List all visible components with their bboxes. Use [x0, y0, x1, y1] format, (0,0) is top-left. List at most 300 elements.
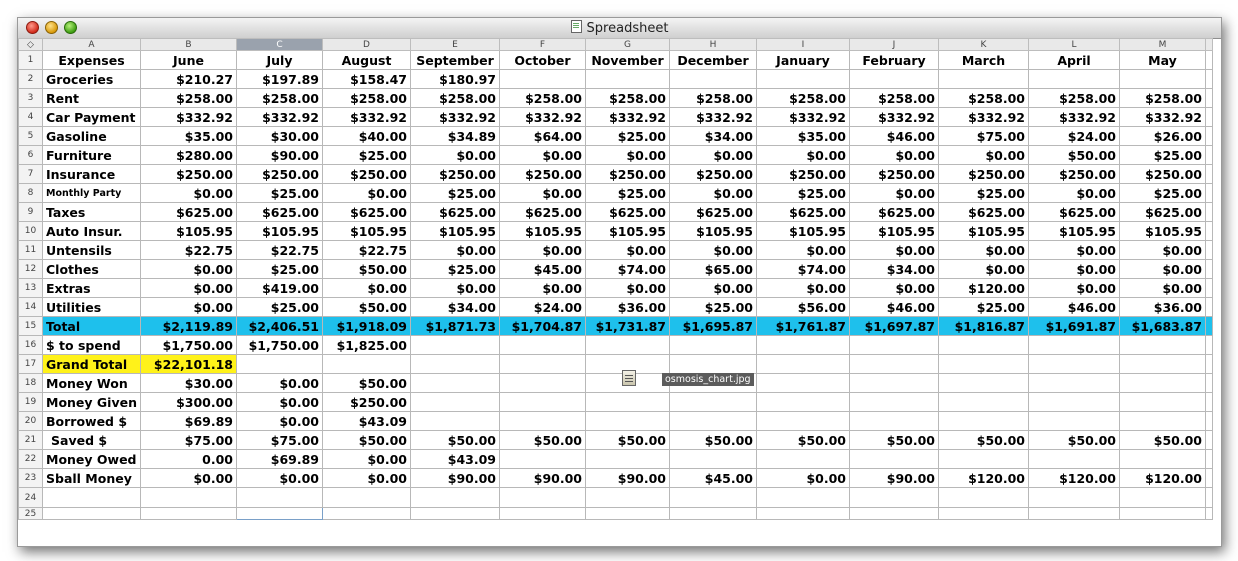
- cell-f14[interactable]: $24.00: [500, 298, 586, 317]
- cell-j22[interactable]: [850, 450, 939, 469]
- cell-l8[interactable]: $0.00: [1029, 184, 1120, 203]
- cell-m15[interactable]: $1,683.87: [1120, 317, 1206, 336]
- cell-l2[interactable]: [1029, 70, 1120, 89]
- row-header[interactable]: 20: [19, 412, 43, 431]
- cell-b2[interactable]: $210.27: [141, 70, 237, 89]
- cell-c24[interactable]: [237, 488, 323, 508]
- cell-d15[interactable]: $1,918.09: [323, 317, 411, 336]
- cell-k22[interactable]: [939, 450, 1029, 469]
- row-header[interactable]: 18: [19, 374, 43, 393]
- cell-f20[interactable]: [500, 412, 586, 431]
- cell-b7[interactable]: $250.00: [141, 165, 237, 184]
- cell-l22[interactable]: [1029, 450, 1120, 469]
- cell-m4[interactable]: $332.92: [1120, 108, 1206, 127]
- cell-m22[interactable]: [1120, 450, 1206, 469]
- cell-f7[interactable]: $250.00: [500, 165, 586, 184]
- cell-g22[interactable]: [586, 450, 670, 469]
- cell-a6[interactable]: Furniture: [43, 146, 141, 165]
- cell-b6[interactable]: $280.00: [141, 146, 237, 165]
- attachment-filename[interactable]: osmosis_chart.jpg: [662, 373, 754, 386]
- cell-j20[interactable]: [850, 412, 939, 431]
- cell-l20[interactable]: [1029, 412, 1120, 431]
- cell-l19[interactable]: [1029, 393, 1120, 412]
- cell-j21[interactable]: $50.00: [850, 431, 939, 450]
- cell-a15[interactable]: Total: [43, 317, 141, 336]
- cell-i4[interactable]: $332.92: [757, 108, 850, 127]
- cell-a16[interactable]: $ to spend: [43, 336, 141, 355]
- column-header-g[interactable]: G: [586, 39, 670, 51]
- cell-m3[interactable]: $258.00: [1120, 89, 1206, 108]
- cell-j5[interactable]: $46.00: [850, 127, 939, 146]
- cell-d2[interactable]: $158.47: [323, 70, 411, 89]
- cell-d12[interactable]: $50.00: [323, 260, 411, 279]
- cell-l11[interactable]: $0.00: [1029, 241, 1120, 260]
- cell-f6[interactable]: $0.00: [500, 146, 586, 165]
- cell-b22[interactable]: 0.00: [141, 450, 237, 469]
- row-header[interactable]: 22: [19, 450, 43, 469]
- cell-a14[interactable]: Utilities: [43, 298, 141, 317]
- cell-a9[interactable]: Taxes: [43, 203, 141, 222]
- cell-e2[interactable]: $180.97: [411, 70, 500, 89]
- cell-f3[interactable]: $258.00: [500, 89, 586, 108]
- cell-k5[interactable]: $75.00: [939, 127, 1029, 146]
- cell-a12[interactable]: Clothes: [43, 260, 141, 279]
- cell-i25[interactable]: [757, 508, 850, 520]
- cell-g8[interactable]: $25.00: [586, 184, 670, 203]
- cell-j25[interactable]: [850, 508, 939, 520]
- column-header-b[interactable]: B: [141, 39, 237, 51]
- cell-b25[interactable]: [141, 508, 237, 520]
- cell-j6[interactable]: $0.00: [850, 146, 939, 165]
- row-header[interactable]: 17: [19, 355, 43, 374]
- cell-i18[interactable]: [757, 374, 850, 393]
- cell-h17[interactable]: [670, 355, 757, 374]
- cell-g12[interactable]: $74.00: [586, 260, 670, 279]
- cell-j3[interactable]: $258.00: [850, 89, 939, 108]
- cell-k7[interactable]: $250.00: [939, 165, 1029, 184]
- cell-h9[interactable]: $625.00: [670, 203, 757, 222]
- cell-g4[interactable]: $332.92: [586, 108, 670, 127]
- cell-g7[interactable]: $250.00: [586, 165, 670, 184]
- cell-d4[interactable]: $332.92: [323, 108, 411, 127]
- cell-m20[interactable]: [1120, 412, 1206, 431]
- cell-k14[interactable]: $25.00: [939, 298, 1029, 317]
- cell-j24[interactable]: [850, 488, 939, 508]
- cell-g6[interactable]: $0.00: [586, 146, 670, 165]
- cell-l25[interactable]: [1029, 508, 1120, 520]
- cell-j8[interactable]: $0.00: [850, 184, 939, 203]
- cell-h7[interactable]: $250.00: [670, 165, 757, 184]
- cell-h22[interactable]: [670, 450, 757, 469]
- cell-a19[interactable]: Money Given: [43, 393, 141, 412]
- cell-c23[interactable]: $0.00: [237, 469, 323, 488]
- cell-h10[interactable]: $105.95: [670, 222, 757, 241]
- cell-c2[interactable]: $197.89: [237, 70, 323, 89]
- row-header[interactable]: 6: [19, 146, 43, 165]
- cell-e21[interactable]: $50.00: [411, 431, 500, 450]
- cell-j13[interactable]: $0.00: [850, 279, 939, 298]
- cell-c11[interactable]: $22.75: [237, 241, 323, 260]
- cell-e18[interactable]: [411, 374, 500, 393]
- cell-m16[interactable]: [1120, 336, 1206, 355]
- cell-e12[interactable]: $25.00: [411, 260, 500, 279]
- cell-h6[interactable]: $0.00: [670, 146, 757, 165]
- cell-l1[interactable]: April: [1029, 51, 1120, 70]
- cell-l13[interactable]: $0.00: [1029, 279, 1120, 298]
- cell-b17[interactable]: $22,101.18: [141, 355, 237, 374]
- column-header-i[interactable]: I: [757, 39, 850, 51]
- cell-f16[interactable]: [500, 336, 586, 355]
- cell-k9[interactable]: $625.00: [939, 203, 1029, 222]
- cell-k16[interactable]: [939, 336, 1029, 355]
- cell-h13[interactable]: $0.00: [670, 279, 757, 298]
- cell-c22[interactable]: $69.89: [237, 450, 323, 469]
- cell-a24[interactable]: [43, 488, 141, 508]
- cell-e4[interactable]: $332.92: [411, 108, 500, 127]
- row-header[interactable]: 23: [19, 469, 43, 488]
- cell-b14[interactable]: $0.00: [141, 298, 237, 317]
- file-attachment-icon[interactable]: [622, 370, 636, 386]
- row-header[interactable]: 15: [19, 317, 43, 336]
- cell-f19[interactable]: [500, 393, 586, 412]
- cell-m21[interactable]: $50.00: [1120, 431, 1206, 450]
- cell-h4[interactable]: $332.92: [670, 108, 757, 127]
- cell-k23[interactable]: $120.00: [939, 469, 1029, 488]
- cell-c16[interactable]: $1,750.00: [237, 336, 323, 355]
- cell-i17[interactable]: [757, 355, 850, 374]
- cell-g25[interactable]: [586, 508, 670, 520]
- cell-b8[interactable]: $0.00: [141, 184, 237, 203]
- cell-c25[interactable]: [237, 508, 323, 520]
- cell-a7[interactable]: Insurance: [43, 165, 141, 184]
- cell-b9[interactable]: $625.00: [141, 203, 237, 222]
- cell-m25[interactable]: [1120, 508, 1206, 520]
- cell-e14[interactable]: $34.00: [411, 298, 500, 317]
- cell-e3[interactable]: $258.00: [411, 89, 500, 108]
- cell-i15[interactable]: $1,761.87: [757, 317, 850, 336]
- column-header-l[interactable]: L: [1029, 39, 1120, 51]
- cell-f10[interactable]: $105.95: [500, 222, 586, 241]
- cell-i9[interactable]: $625.00: [757, 203, 850, 222]
- cell-e16[interactable]: [411, 336, 500, 355]
- cell-i24[interactable]: [757, 488, 850, 508]
- cell-m13[interactable]: $0.00: [1120, 279, 1206, 298]
- cell-m11[interactable]: $0.00: [1120, 241, 1206, 260]
- cell-k20[interactable]: [939, 412, 1029, 431]
- cell-k17[interactable]: [939, 355, 1029, 374]
- cell-a25[interactable]: [43, 508, 141, 520]
- cell-e9[interactable]: $625.00: [411, 203, 500, 222]
- cell-i23[interactable]: $0.00: [757, 469, 850, 488]
- cell-e22[interactable]: $43.09: [411, 450, 500, 469]
- cell-d11[interactable]: $22.75: [323, 241, 411, 260]
- cell-l4[interactable]: $332.92: [1029, 108, 1120, 127]
- cell-m5[interactable]: $26.00: [1120, 127, 1206, 146]
- cell-k11[interactable]: $0.00: [939, 241, 1029, 260]
- cell-g24[interactable]: [586, 488, 670, 508]
- column-header-m[interactable]: M: [1120, 39, 1206, 51]
- cell-g16[interactable]: [586, 336, 670, 355]
- cell-i16[interactable]: [757, 336, 850, 355]
- column-header-j[interactable]: J: [850, 39, 939, 51]
- cell-m23[interactable]: $120.00: [1120, 469, 1206, 488]
- cell-c18[interactable]: $0.00: [237, 374, 323, 393]
- cell-c5[interactable]: $30.00: [237, 127, 323, 146]
- cell-b10[interactable]: $105.95: [141, 222, 237, 241]
- cell-f17[interactable]: [500, 355, 586, 374]
- cell-a20[interactable]: Borrowed $: [43, 412, 141, 431]
- cell-c3[interactable]: $258.00: [237, 89, 323, 108]
- cell-k10[interactable]: $105.95: [939, 222, 1029, 241]
- row-header[interactable]: 14: [19, 298, 43, 317]
- cell-m2[interactable]: [1120, 70, 1206, 89]
- cell-j10[interactable]: $105.95: [850, 222, 939, 241]
- cell-l15[interactable]: $1,691.87: [1029, 317, 1120, 336]
- cell-c20[interactable]: $0.00: [237, 412, 323, 431]
- row-header[interactable]: 7: [19, 165, 43, 184]
- cell-a13[interactable]: Extras: [43, 279, 141, 298]
- cell-a8[interactable]: Monthly Party: [43, 184, 141, 203]
- cell-l12[interactable]: $0.00: [1029, 260, 1120, 279]
- cell-k24[interactable]: [939, 488, 1029, 508]
- cell-j9[interactable]: $625.00: [850, 203, 939, 222]
- cell-e13[interactable]: $0.00: [411, 279, 500, 298]
- cell-m8[interactable]: $25.00: [1120, 184, 1206, 203]
- cell-k8[interactable]: $25.00: [939, 184, 1029, 203]
- cell-j17[interactable]: [850, 355, 939, 374]
- cell-j4[interactable]: $332.92: [850, 108, 939, 127]
- cell-j14[interactable]: $46.00: [850, 298, 939, 317]
- cell-d16[interactable]: $1,825.00: [323, 336, 411, 355]
- cell-e8[interactable]: $25.00: [411, 184, 500, 203]
- row-header[interactable]: 1: [19, 51, 43, 70]
- cell-m7[interactable]: $250.00: [1120, 165, 1206, 184]
- cell-c17[interactable]: [237, 355, 323, 374]
- cell-a17[interactable]: Grand Total: [43, 355, 141, 374]
- row-header[interactable]: 25: [19, 508, 43, 520]
- cell-h2[interactable]: [670, 70, 757, 89]
- row-header[interactable]: 13: [19, 279, 43, 298]
- cell-f25[interactable]: [500, 508, 586, 520]
- cell-i11[interactable]: $0.00: [757, 241, 850, 260]
- cell-e1[interactable]: September: [411, 51, 500, 70]
- cell-b3[interactable]: $258.00: [141, 89, 237, 108]
- cell-e25[interactable]: [411, 508, 500, 520]
- cell-a10[interactable]: Auto Insur.: [43, 222, 141, 241]
- cell-f8[interactable]: $0.00: [500, 184, 586, 203]
- column-header-e[interactable]: E: [411, 39, 500, 51]
- cell-a1[interactable]: Expenses: [43, 51, 141, 70]
- cell-c12[interactable]: $25.00: [237, 260, 323, 279]
- cell-h19[interactable]: [670, 393, 757, 412]
- cell-f13[interactable]: $0.00: [500, 279, 586, 298]
- cell-h24[interactable]: [670, 488, 757, 508]
- cell-d9[interactable]: $625.00: [323, 203, 411, 222]
- cell-b16[interactable]: $1,750.00: [141, 336, 237, 355]
- cell-g1[interactable]: November: [586, 51, 670, 70]
- cell-m9[interactable]: $625.00: [1120, 203, 1206, 222]
- cell-f4[interactable]: $332.92: [500, 108, 586, 127]
- cell-a4[interactable]: Car Payment: [43, 108, 141, 127]
- cell-f11[interactable]: $0.00: [500, 241, 586, 260]
- title-bar[interactable]: [18, 18, 1221, 39]
- cell-l24[interactable]: [1029, 488, 1120, 508]
- cell-l16[interactable]: [1029, 336, 1120, 355]
- cell-e24[interactable]: [411, 488, 500, 508]
- cell-c14[interactable]: $25.00: [237, 298, 323, 317]
- cell-f1[interactable]: October: [500, 51, 586, 70]
- cell-f24[interactable]: [500, 488, 586, 508]
- cell-e23[interactable]: $90.00: [411, 469, 500, 488]
- cell-h3[interactable]: $258.00: [670, 89, 757, 108]
- row-header[interactable]: 21: [19, 431, 43, 450]
- cell-m1[interactable]: May: [1120, 51, 1206, 70]
- cell-d22[interactable]: $0.00: [323, 450, 411, 469]
- cell-j23[interactable]: $90.00: [850, 469, 939, 488]
- row-header[interactable]: 2: [19, 70, 43, 89]
- cell-l7[interactable]: $250.00: [1029, 165, 1120, 184]
- cell-j19[interactable]: [850, 393, 939, 412]
- cell-e11[interactable]: $0.00: [411, 241, 500, 260]
- cell-f22[interactable]: [500, 450, 586, 469]
- cell-d1[interactable]: August: [323, 51, 411, 70]
- cell-l18[interactable]: [1029, 374, 1120, 393]
- cell-b24[interactable]: [141, 488, 237, 508]
- cell-l23[interactable]: $120.00: [1029, 469, 1120, 488]
- cell-j12[interactable]: $34.00: [850, 260, 939, 279]
- cell-f23[interactable]: $90.00: [500, 469, 586, 488]
- column-header-a[interactable]: A: [43, 39, 141, 51]
- cell-i1[interactable]: January: [757, 51, 850, 70]
- cell-l6[interactable]: $50.00: [1029, 146, 1120, 165]
- cell-d8[interactable]: $0.00: [323, 184, 411, 203]
- cell-l10[interactable]: $105.95: [1029, 222, 1120, 241]
- cell-m18[interactable]: [1120, 374, 1206, 393]
- cell-c19[interactable]: $0.00: [237, 393, 323, 412]
- cell-k2[interactable]: [939, 70, 1029, 89]
- cell-e17[interactable]: [411, 355, 500, 374]
- cell-b21[interactable]: $75.00: [141, 431, 237, 450]
- cell-i19[interactable]: [757, 393, 850, 412]
- cell-i14[interactable]: $56.00: [757, 298, 850, 317]
- cell-d10[interactable]: $105.95: [323, 222, 411, 241]
- cell-d24[interactable]: [323, 488, 411, 508]
- cell-h8[interactable]: $0.00: [670, 184, 757, 203]
- cell-f2[interactable]: [500, 70, 586, 89]
- cell-b12[interactable]: $0.00: [141, 260, 237, 279]
- cell-h12[interactable]: $65.00: [670, 260, 757, 279]
- cell-g19[interactable]: [586, 393, 670, 412]
- cell-c4[interactable]: $332.92: [237, 108, 323, 127]
- cell-d13[interactable]: $0.00: [323, 279, 411, 298]
- cell-b4[interactable]: $332.92: [141, 108, 237, 127]
- cell-m24[interactable]: [1120, 488, 1206, 508]
- cell-a21[interactable]: Saved $: [43, 431, 141, 450]
- cell-d14[interactable]: $50.00: [323, 298, 411, 317]
- cell-e20[interactable]: [411, 412, 500, 431]
- cell-d21[interactable]: $50.00: [323, 431, 411, 450]
- cell-g21[interactable]: $50.00: [586, 431, 670, 450]
- cell-d23[interactable]: $0.00: [323, 469, 411, 488]
- cell-g3[interactable]: $258.00: [586, 89, 670, 108]
- cell-h11[interactable]: $0.00: [670, 241, 757, 260]
- cell-i21[interactable]: $50.00: [757, 431, 850, 450]
- cell-l21[interactable]: $50.00: [1029, 431, 1120, 450]
- cell-j11[interactable]: $0.00: [850, 241, 939, 260]
- row-header[interactable]: 16: [19, 336, 43, 355]
- cell-c8[interactable]: $25.00: [237, 184, 323, 203]
- cell-f9[interactable]: $625.00: [500, 203, 586, 222]
- cell-e19[interactable]: [411, 393, 500, 412]
- cell-l3[interactable]: $258.00: [1029, 89, 1120, 108]
- row-header[interactable]: 24: [19, 488, 43, 508]
- cell-c6[interactable]: $90.00: [237, 146, 323, 165]
- cell-h20[interactable]: [670, 412, 757, 431]
- cell-b18[interactable]: $30.00: [141, 374, 237, 393]
- cell-h23[interactable]: $45.00: [670, 469, 757, 488]
- row-header[interactable]: 9: [19, 203, 43, 222]
- column-header-h[interactable]: H: [670, 39, 757, 51]
- cell-e15[interactable]: $1,871.73: [411, 317, 500, 336]
- cell-j18[interactable]: [850, 374, 939, 393]
- cell-c15[interactable]: $2,406.51: [237, 317, 323, 336]
- cell-k25[interactable]: [939, 508, 1029, 520]
- cell-g14[interactable]: $36.00: [586, 298, 670, 317]
- cell-e7[interactable]: $250.00: [411, 165, 500, 184]
- cell-h14[interactable]: $25.00: [670, 298, 757, 317]
- row-header[interactable]: 5: [19, 127, 43, 146]
- cell-b19[interactable]: $300.00: [141, 393, 237, 412]
- cell-i7[interactable]: $250.00: [757, 165, 850, 184]
- cell-a2[interactable]: Groceries: [43, 70, 141, 89]
- cell-c21[interactable]: $75.00: [237, 431, 323, 450]
- cell-d7[interactable]: $250.00: [323, 165, 411, 184]
- cell-f15[interactable]: $1,704.87: [500, 317, 586, 336]
- cell-g15[interactable]: $1,731.87: [586, 317, 670, 336]
- cell-j2[interactable]: [850, 70, 939, 89]
- cell-i13[interactable]: $0.00: [757, 279, 850, 298]
- cell-i12[interactable]: $74.00: [757, 260, 850, 279]
- cell-j7[interactable]: $250.00: [850, 165, 939, 184]
- cell-g13[interactable]: $0.00: [586, 279, 670, 298]
- cell-m12[interactable]: $0.00: [1120, 260, 1206, 279]
- row-header[interactable]: 11: [19, 241, 43, 260]
- cell-d17[interactable]: [323, 355, 411, 374]
- cell-k6[interactable]: $0.00: [939, 146, 1029, 165]
- select-all-corner[interactable]: ◇: [19, 39, 43, 51]
- cell-c1[interactable]: July: [237, 51, 323, 70]
- cell-i2[interactable]: [757, 70, 850, 89]
- cell-m17[interactable]: [1120, 355, 1206, 374]
- cell-d3[interactable]: $258.00: [323, 89, 411, 108]
- cell-i22[interactable]: [757, 450, 850, 469]
- cell-l5[interactable]: $24.00: [1029, 127, 1120, 146]
- cell-h5[interactable]: $34.00: [670, 127, 757, 146]
- cell-b15[interactable]: $2,119.89: [141, 317, 237, 336]
- cell-m14[interactable]: $36.00: [1120, 298, 1206, 317]
- cell-j1[interactable]: February: [850, 51, 939, 70]
- cell-b11[interactable]: $22.75: [141, 241, 237, 260]
- cell-b1[interactable]: June: [141, 51, 237, 70]
- cell-i6[interactable]: $0.00: [757, 146, 850, 165]
- cell-b5[interactable]: $35.00: [141, 127, 237, 146]
- cell-k19[interactable]: [939, 393, 1029, 412]
- cell-h15[interactable]: $1,695.87: [670, 317, 757, 336]
- column-header-f[interactable]: F: [500, 39, 586, 51]
- cell-h16[interactable]: [670, 336, 757, 355]
- cell-k1[interactable]: March: [939, 51, 1029, 70]
- cell-d20[interactable]: $43.09: [323, 412, 411, 431]
